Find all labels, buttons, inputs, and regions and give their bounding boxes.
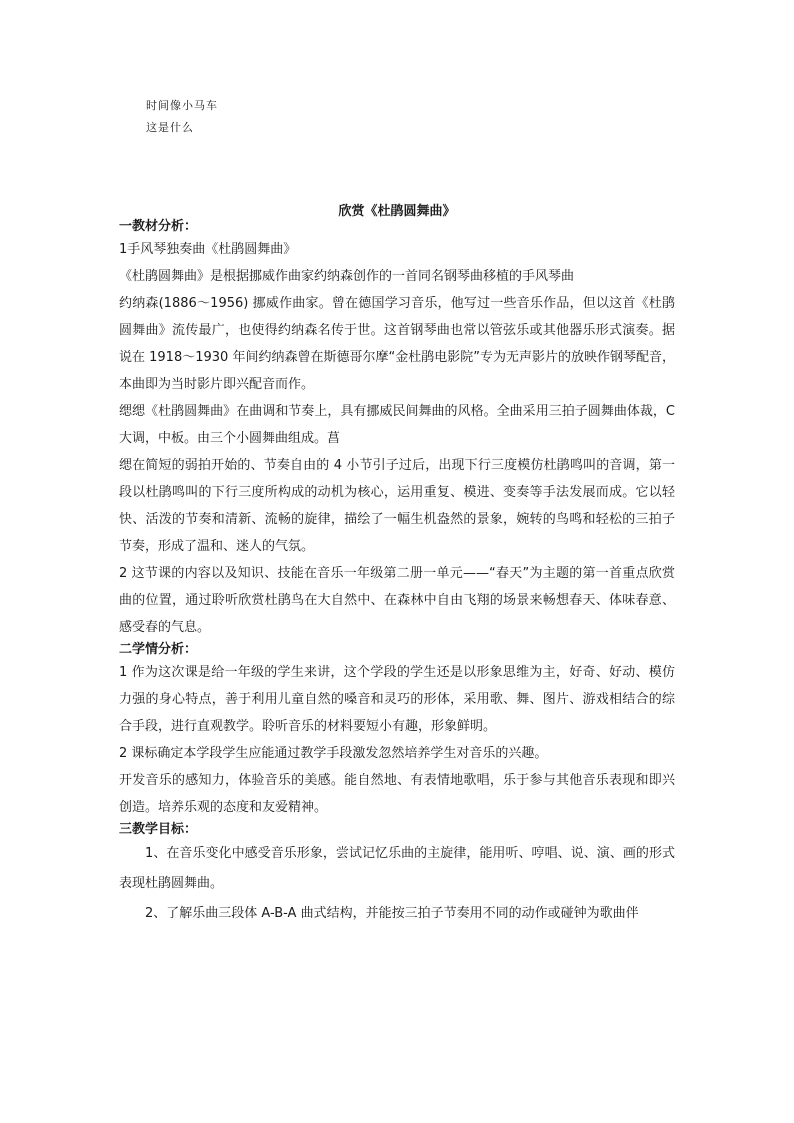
paragraph: 2、了解乐曲三段体 A-B-A 曲式结构，并能按三拍子节奏用不同的动作或碰钟为歌曲伴	[145, 906, 639, 921]
paragraph: 1手风琴独奏曲《杜鹃圆舞曲》	[119, 242, 297, 257]
document-body	[119, 218, 675, 929]
paragraph: 开发音乐的感知力，体验音乐的美感。能自然地、有表情地歌唱，乐于参与其他音乐表现和即兴创造。培养乐观的态度和友爱精神。	[119, 773, 675, 815]
paragraph: 1、在音乐变化中感受音乐形象，尝试记忆乐曲的主旋律，能用听、哼唱、说、演、画的形式表现杜鹃圆舞曲。	[119, 846, 675, 891]
paragraph: 缌在简短的弱拍开始的、节奏自由的 4 小节引子过后，出现下行三度模仿杜鹃鸣叫的音调，第一段以杜鹃鸣叫的下行三度所构成的动机为核心，运用重复、模进、变奏等手法发展而成。它以轻快、活泼的节奏和清新、流畅的旋律，描绘了一幅生机盎然的景象，婉转的鸟鸣和轻松的三拍子节奏，形成了温和、迷人的气氛。	[119, 458, 675, 554]
section-heading-student-analysis: 二学情分析：	[119, 642, 198, 657]
paragraph: 1 作为这次课是给一年级的学生来讲，这个学段的学生还是以形象思维为主，好奇、好动、模仿力强的身心特点，善于利用儿童自然的嗓音和灵巧的形体，采用歌、舞、图片、游戏相结合的综合手段，进行直观教学。聆听音乐的材料要短小有趣，形象鲜明。	[119, 665, 675, 734]
handwritten-note-2: 这是什么	[146, 121, 194, 134]
paragraph: 2 这节课的内容以及知识、技能在音乐一年级第二册一单元——“春天”为主题的第一首重点欣赏曲的位置，通过聆听欣赏杜鹃鸟在大自然中、在森林中自由飞翔的场景来畅想春天、体味春意、感受春的气息。	[119, 566, 675, 635]
paragraph: 2 课标确定本学段学生应能通过教学手段激发忽然培养学生对音乐的兴趣。	[119, 746, 548, 761]
paragraph: 约纳森(1886～1956) 挪威作曲家。曾在德国学习音乐，他写过一些音乐作品，但以这首《杜鹃圆舞曲》流传最广，也使得约纳森名传于世。这首钢琴曲也常以管弦乐或其他器乐形式演奏。据说在 1918～1930 年间约纳森曾在斯德哥尔摩“金杜鹃电影院”专为无声影片的放映作钢琴配音，本曲即为当时影片即兴配音而作。	[119, 296, 675, 392]
section-heading-textbook-analysis: 一教材分析：	[119, 219, 198, 234]
section-heading-teaching-goals: 三教学目标：	[119, 822, 198, 837]
handwritten-note-1: 时间像小马车	[146, 99, 218, 112]
paragraph: 缌缌《杜鹃圆舞曲》在曲调和节奏上，具有挪威民间舞曲的风格。全曲采用三拍子圆舞曲体裁，C 大调，中板。由三个小圆舞曲组成。菖	[119, 404, 675, 446]
document-title: 欣赏《杜鹃圆舞曲》	[338, 204, 456, 219]
paragraph: 《杜鹃圆舞曲》是根据挪威作曲家约纳森创作的一首同名钢琴曲移植的手风琴曲	[119, 269, 575, 284]
